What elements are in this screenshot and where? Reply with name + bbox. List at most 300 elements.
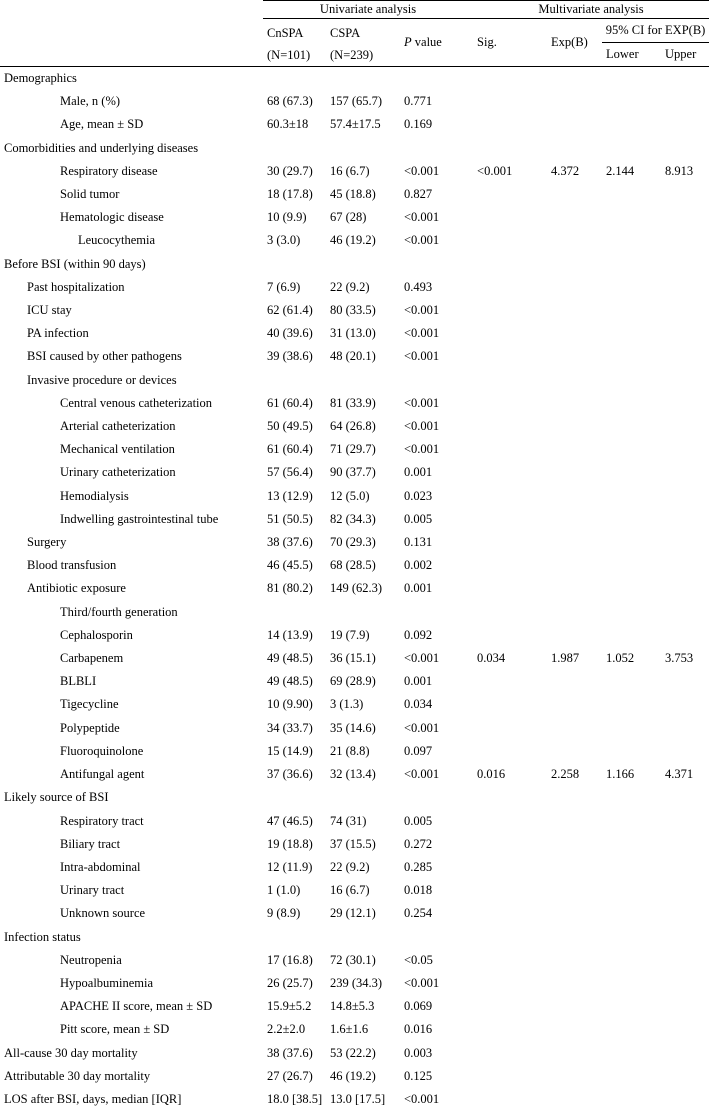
cell-sig [473,879,547,902]
cell-sig [473,67,547,91]
table-row [0,949,709,972]
cell-expb [547,810,602,833]
cell-expb [547,67,602,91]
cell-upper [661,206,709,229]
cell-upper [661,833,709,856]
cell-c2: 149 (62.3) [330,581,383,596]
cell-c1: 68 (67.3) [267,94,313,109]
cell-expb [547,949,602,972]
cell-c2: 21 (8.8) [330,743,370,758]
section-row [0,926,709,949]
cell-c2: 90 (37.7) [330,465,376,480]
cell-c1: 60.3±18 [267,117,309,132]
cell-lower [602,972,661,995]
row-label: Fluoroquinolone [60,743,144,758]
cell-p: <0.001 [404,349,440,364]
cell-upper [661,438,709,461]
table-row [0,1065,709,1088]
cell-lower [602,926,661,949]
row-label: Third/fourth generation [60,604,178,619]
cell-upper [661,229,709,252]
cell-c2: 35 (14.6) [330,720,376,735]
table-header [0,1,709,67]
table-row [0,461,709,484]
cell-c2: 31 (13.0) [330,326,376,341]
cell-p: <0.001 [404,210,440,225]
section-row [0,67,709,91]
cell-p: 0.097 [404,743,433,758]
cell-lower [602,856,661,879]
row-label: Tigecycline [60,697,119,712]
section-row [0,369,709,392]
row-label: APACHE II score, mean ± SD [60,999,213,1014]
cell-p: 0.003 [404,1045,433,1060]
cell-c2 [326,67,400,91]
cspa-name: CSPA [330,26,361,40]
cell-p [400,601,473,624]
cell-c1: 2.2±2.0 [267,1022,306,1037]
cell-p: 0.092 [404,627,433,642]
cell-sig [473,949,547,972]
row-label: Surgery [27,535,67,550]
cell-c1: 12 (11.9) [267,859,313,874]
row-label: Indwelling gastrointestinal tube [60,511,219,526]
cell-lower [602,322,661,345]
cell-sig: <0.001 [477,163,513,178]
cnspa-column-header [263,19,326,67]
table-row [0,531,709,554]
cell-c2 [326,137,400,160]
row-label: Urinary catheterization [60,465,176,480]
cell-upper [661,786,709,809]
cell-c1: 62 (61.4) [267,303,313,318]
cell-sig [473,461,547,484]
cell-expb: 2.258 [551,767,580,782]
row-label: Leucocythemia [78,233,156,248]
cell-p: <0.001 [404,419,440,434]
cell-lower [602,833,661,856]
cell-expb [547,438,602,461]
table-row [0,392,709,415]
cell-c2: 71 (29.7) [330,442,376,457]
row-label: Pitt score, mean ± SD [60,1022,170,1037]
cell-expb [547,137,602,160]
cell-c1: 14 (13.9) [267,627,313,642]
cell-lower [602,299,661,322]
table-row [0,345,709,368]
row-label: Hypoalbuminemia [60,975,154,990]
table-row [0,972,709,995]
cell-sig [473,299,547,322]
cell-lower [602,740,661,763]
table-row [0,693,709,716]
cell-lower [602,253,661,276]
cell-sig [473,577,547,600]
cell-expb [547,322,602,345]
cell-upper [661,67,709,91]
table-row [0,624,709,647]
cell-sig [473,531,547,554]
cell-sig [473,1018,547,1041]
table-row [0,113,709,136]
cell-expb [547,461,602,484]
cell-upper [661,693,709,716]
cell-c2: 22 (9.2) [330,279,370,294]
cell-sig [473,369,547,392]
row-label: Mechanical ventilation [60,442,175,457]
cell-sig [473,995,547,1018]
cell-expb [547,415,602,438]
cell-c1 [263,369,326,392]
cell-lower [602,577,661,600]
cell-p: 0.005 [404,813,433,828]
cell-c2: 239 (34.3) [330,975,383,990]
cell-c1 [263,786,326,809]
cell-upper [661,345,709,368]
cell-c1: 34 (33.7) [267,720,313,735]
cell-c2: 14.8±5.3 [330,999,375,1014]
cell-upper [661,1042,709,1065]
cell-lower: 1.052 [606,651,635,666]
table-row [0,183,709,206]
cell-upper [661,276,709,299]
cell-p: 0.023 [404,488,433,503]
cell-p: <0.001 [404,651,440,666]
row-label: Age, mean ± SD [60,117,144,132]
cell-upper [661,461,709,484]
cell-p: 0.001 [404,581,433,596]
table-row [0,763,709,786]
cell-c1 [263,601,326,624]
cell-c2: 74 (31) [330,813,367,828]
cell-sig [473,508,547,531]
cell-expb [547,392,602,415]
cell-sig [473,113,547,136]
cell-upper [661,113,709,136]
row-label: Cephalosporin [60,627,133,642]
cell-c2: 57.4±17.5 [330,117,381,132]
cell-p: <0.05 [404,952,433,967]
cell-sig [473,206,547,229]
cell-lower [602,995,661,1018]
cell-sig [473,740,547,763]
row-label: Hemodialysis [60,488,129,503]
cell-c2 [326,926,400,949]
row-label: PA infection [27,326,89,341]
table-row [0,229,709,252]
cell-expb [547,879,602,902]
cell-upper [661,717,709,740]
cell-expb [547,229,602,252]
cell-c2: 72 (30.1) [330,952,376,967]
section-row [0,253,709,276]
row-label: Attributable 30 day mortality [4,1068,151,1083]
cell-sig [473,438,547,461]
cell-lower: 2.144 [606,163,635,178]
cell-c2: 81 (33.9) [330,395,376,410]
cell-upper [661,554,709,577]
cell-c1 [263,926,326,949]
cell-lower [602,508,661,531]
cell-sig [473,810,547,833]
cell-c2: 67 (28) [330,210,367,225]
table-row [0,554,709,577]
table-body [0,67,709,1111]
cell-upper [661,949,709,972]
cell-lower [602,345,661,368]
cell-c1 [263,67,326,91]
cell-c2: 80 (33.5) [330,303,376,318]
cell-sig [473,717,547,740]
cell-p: 0.001 [404,465,433,480]
cell-c2: 29 (12.1) [330,906,376,921]
cell-c1: 38 (37.6) [267,1045,313,1060]
cell-upper [661,253,709,276]
cell-expb [547,206,602,229]
cell-c2: 1.6±1.6 [330,1022,369,1037]
cell-c2: 16 (6.7) [330,163,370,178]
cell-expb: 1.987 [551,651,580,666]
cell-sig [473,276,547,299]
cell-p: 0.018 [404,883,433,898]
cell-lower: 1.166 [606,767,635,782]
cell-upper [661,1018,709,1041]
cell-sig [473,183,547,206]
cell-expb [547,113,602,136]
cell-c1 [263,137,326,160]
upper-column-header: Upper [661,43,709,67]
cell-expb [547,253,602,276]
p-value-header-italic: P [404,35,412,49]
cell-expb [547,740,602,763]
cell-c2: 46 (19.2) [330,1068,376,1083]
row-label: Polypeptide [60,720,120,735]
row-label: BSI caused by other pathogens [27,349,182,364]
table-row [0,647,709,670]
cell-p: 0.005 [404,511,433,526]
section-row [0,601,709,624]
cell-c1: 61 (60.4) [267,442,313,457]
table-row [0,90,709,113]
cell-sig [473,1042,547,1065]
cell-expb [547,902,602,925]
table-row [0,206,709,229]
cell-c1: 37 (36.6) [267,767,313,782]
sig-column-header: Sig. [473,19,547,67]
row-label: Demographics [4,71,77,85]
table-row [0,299,709,322]
cell-lower [602,1065,661,1088]
cell-p: 0.034 [404,697,433,712]
cell-expb [547,531,602,554]
cell-upper [661,322,709,345]
row-label: Blood transfusion [27,558,117,573]
cell-c1: 61 (60.4) [267,395,313,410]
cell-sig [473,926,547,949]
table-row [0,1088,709,1111]
cell-p: 0.125 [404,1068,433,1083]
cell-upper [661,183,709,206]
cell-upper [661,1088,709,1111]
cell-p: <0.001 [404,720,440,735]
cell-expb [547,624,602,647]
row-label: Hematologic disease [60,210,164,225]
cell-sig [473,972,547,995]
table-row [0,670,709,693]
row-label: ICU stay [27,303,72,318]
cell-lower [602,717,661,740]
cell-expb [547,926,602,949]
cell-upper [661,485,709,508]
cell-upper [661,1065,709,1088]
cell-p: 0.771 [404,94,433,109]
row-label: Respiratory tract [60,813,144,828]
cell-c2: 37 (15.5) [330,836,376,851]
cell-c2 [326,253,400,276]
cell-upper [661,856,709,879]
cnspa-name: CnSPA [267,26,304,40]
cell-upper [661,902,709,925]
cell-p: 0.131 [404,535,433,550]
cell-c2: 32 (13.4) [330,767,376,782]
cell-lower [602,624,661,647]
row-label: Arterial catheterization [60,419,176,434]
cell-p: <0.001 [404,975,440,990]
cell-sig [473,485,547,508]
cell-lower [602,531,661,554]
table-row [0,879,709,902]
cell-c1: 40 (39.6) [267,326,313,341]
cell-expb [547,972,602,995]
cell-upper [661,531,709,554]
row-label-header [0,1,263,67]
table-row [0,833,709,856]
cell-upper [661,369,709,392]
cell-expb [547,1042,602,1065]
cell-p [400,67,473,91]
cell-c2: 46 (19.2) [330,233,376,248]
row-label: Solid tumor [60,187,120,202]
cell-p: <0.001 [404,442,440,457]
cell-c1: 9 (8.9) [267,906,301,921]
table-row [0,902,709,925]
cell-sig [473,902,547,925]
section-row [0,786,709,809]
cell-expb [547,183,602,206]
cell-sig [473,786,547,809]
cell-p: 0.002 [404,558,433,573]
cell-upper [661,926,709,949]
table-row [0,415,709,438]
cell-lower [602,554,661,577]
cell-p: <0.001 [404,326,440,341]
cell-p [400,786,473,809]
cell-c1: 18 (17.8) [267,187,313,202]
table-row [0,276,709,299]
cell-lower [602,693,661,716]
cell-p: 0.285 [404,859,433,874]
cell-p: <0.001 [404,303,440,318]
cell-upper [661,90,709,113]
cell-expb [547,833,602,856]
cell-lower [602,438,661,461]
expb-column-header: Exp(B) [547,19,602,67]
cell-p: <0.001 [404,767,440,782]
cell-lower [602,67,661,91]
cell-c1: 46 (45.5) [267,558,313,573]
cell-sig [473,345,547,368]
multivariate-group-header: Multivariate analysis [473,1,709,19]
cell-upper: 4.371 [665,767,694,782]
cell-c2: 53 (22.2) [330,1045,376,1060]
row-label: Likely source of BSI [4,790,109,805]
cell-p: <0.001 [404,163,440,178]
row-label: Male, n (%) [60,94,121,109]
cell-sig [473,1088,547,1111]
cell-p: <0.001 [404,233,440,248]
cell-expb [547,601,602,624]
cell-p: 0.169 [404,117,433,132]
cell-sig [473,693,547,716]
cell-c1: 7 (6.9) [267,279,301,294]
cell-p: 0.827 [404,187,433,202]
cell-c1: 30 (29.7) [267,163,313,178]
cell-upper [661,995,709,1018]
cell-sig [473,670,547,693]
cell-upper [661,415,709,438]
cell-sig [473,137,547,160]
table-row [0,485,709,508]
cell-c2 [326,369,400,392]
cell-c1: 19 (18.8) [267,836,313,851]
cell-p: 0.254 [404,906,433,921]
cell-c1: 49 (48.5) [267,651,313,666]
cell-lower [602,1042,661,1065]
row-label: BLBLI [60,674,97,689]
table-row [0,717,709,740]
cell-upper [661,601,709,624]
row-label: Infection status [4,929,81,944]
p-value-header-rest: value [411,35,442,49]
cell-c1: 13 (12.9) [267,488,313,503]
cell-upper [661,740,709,763]
cell-sig [473,322,547,345]
cell-c1: 3 (3.0) [267,233,301,248]
cell-c2: 48 (20.1) [330,349,376,364]
cell-expb [547,1065,602,1088]
cell-upper [661,508,709,531]
row-label: Carbapenem [60,651,124,666]
row-label: Past hospitalization [27,279,125,294]
row-label: LOS after BSI, days, median [IQR] [4,1091,182,1106]
table-row [0,1042,709,1065]
cspa-column-header [326,19,400,67]
cell-lower [602,137,661,160]
cell-c1: 18.0 [38.5] [267,1091,323,1106]
cell-upper [661,810,709,833]
cell-lower [602,902,661,925]
cell-upper [661,137,709,160]
cell-p: 0.272 [404,836,433,851]
cell-sig: 0.034 [477,651,506,666]
cell-expb: 4.372 [551,163,580,178]
cell-lower [602,1088,661,1111]
cell-upper [661,392,709,415]
cell-c2: 68 (28.5) [330,558,376,573]
cell-upper [661,624,709,647]
cell-sig: 0.016 [477,767,506,782]
cell-sig [473,253,547,276]
